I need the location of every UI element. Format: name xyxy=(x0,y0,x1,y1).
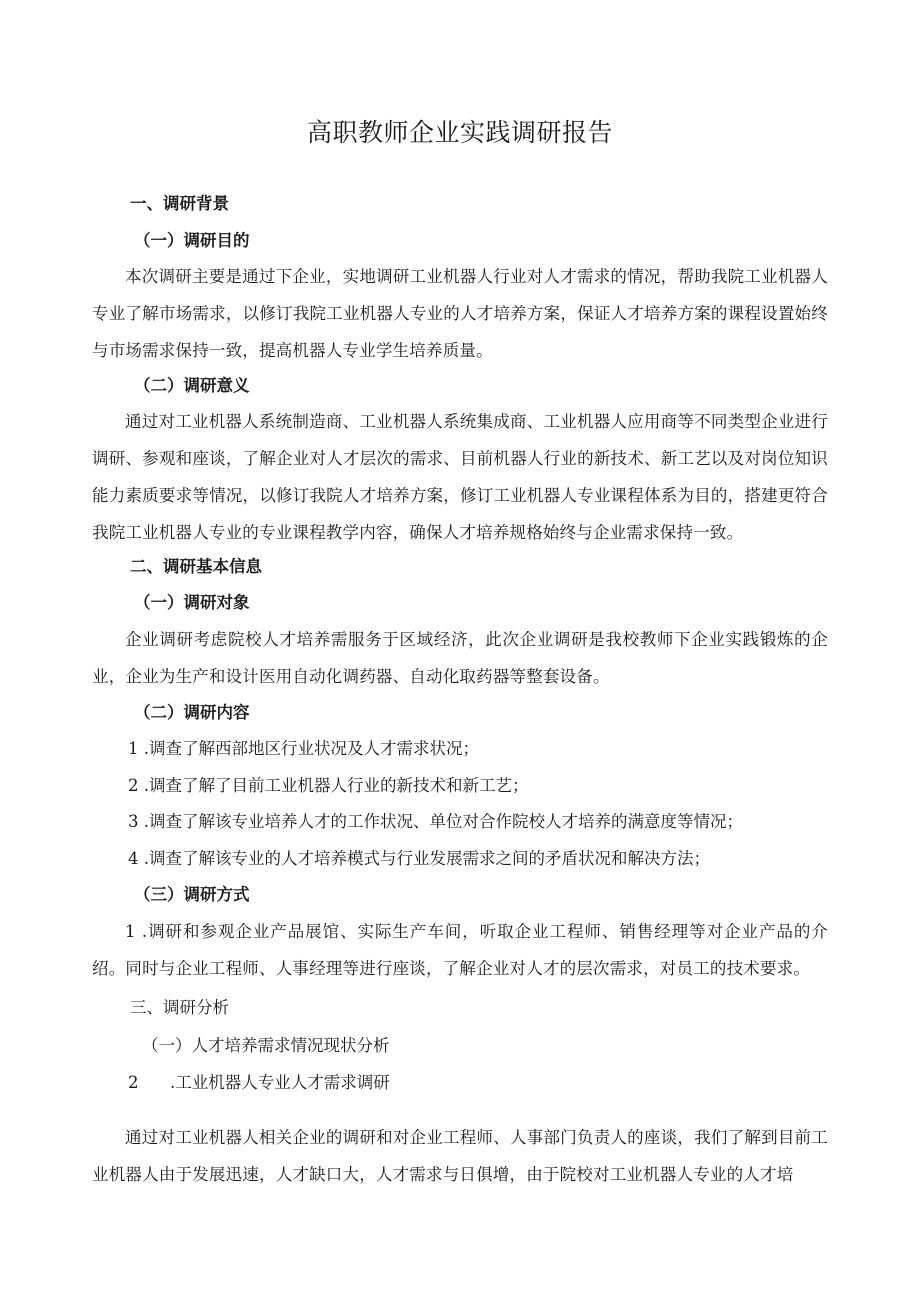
subsection-heading-significance: （二）调研意义 xyxy=(134,376,250,395)
subsection-heading-demand-status: （一）人才培养需求情况现状分析 xyxy=(142,1036,390,1055)
paragraph-purpose: 本次调研主要是通过下企业，实地调研工业机器人行业对人才需求的情况，帮助我院工业机器人专业了解市场需求，以修订我院工业机器人专业的人才培养方案，保证人才培养方案的课程设置始终与市场需求保持一致，提高机器人专业学生培养质量。 xyxy=(92,267,828,360)
section-heading-analysis: 三、调研分析 xyxy=(130,998,229,1017)
page-title: 高职教师企业实践调研报告 xyxy=(306,118,613,147)
paragraph-analysis: 通过对工业机器人相关企业的调研和对企业工程师、人事部门负责人的座谈，我们了解到目前工业机器人由于发展迅速，人才缺口大，人才需求与日俱增，由于院校对工业机器人专业的人才培 xyxy=(92,1128,828,1184)
list-item: 1 .调查了解西部地区行业状况及人才需求状况； xyxy=(128,739,479,758)
list-item-label: .工业机器人专业人才需求调研 xyxy=(170,1073,390,1092)
section-heading-background: 一、调研背景 xyxy=(130,194,229,213)
subsection-heading-purpose: （一）调研目的 xyxy=(134,231,250,250)
list-item: 3 .调查了解该专业培养人才的工作状况、单位对合作院校人才培养的满意度等情况； xyxy=(128,812,743,831)
paragraph-target: 企业调研考虑院校人才培养需服务于区域经济，此次企业调研是我校教师下企业实践锻炼的企业，企业为生产和设计医用自动化调药器、自动化取药器等整套设备。 xyxy=(92,630,828,686)
list-item: 4 .调查了解该专业的人才培养模式与行业发展需求之间的矛盾状况和解决方法； xyxy=(128,849,710,868)
list-item-number: 2 xyxy=(128,1073,139,1092)
subsection-heading-target: （一）调研对象 xyxy=(134,593,250,612)
subsection-heading-method: （三）调研方式 xyxy=(134,885,250,904)
paragraph-method: 1 .调研和参观企业产品展馆、实际生产车间，听取企业工程师、销售经理等对企业产品的介绍。同时与企业工程师、人事经理等进行座谈，了解企业对人才的层次需求，对员工的技术要求。 xyxy=(92,922,828,978)
subsection-heading-content: （二）调研内容 xyxy=(134,703,250,722)
paragraph-significance: 通过对工业机器人系统制造商、工业机器人系统集成商、工业机器人应用商等不同类型企业进行调研、参观和座谈，了解企业对人才层次的需求、目前机器人行业的新技术、新工艺以及对岗位知识能力素质要求等情况，以修订我院人才培养方案，修订工业机器人专业课程体系为目的，搭建更符合我院工业机器人专业的专业课程教学内容，确保人才培养规格始终与企业需求保持一致。 xyxy=(92,412,828,542)
list-item: 2 .调查了解了目前工业机器人行业的新技术和新工艺； xyxy=(128,776,529,795)
section-heading-basic-info: 二、调研基本信息 xyxy=(130,557,262,576)
